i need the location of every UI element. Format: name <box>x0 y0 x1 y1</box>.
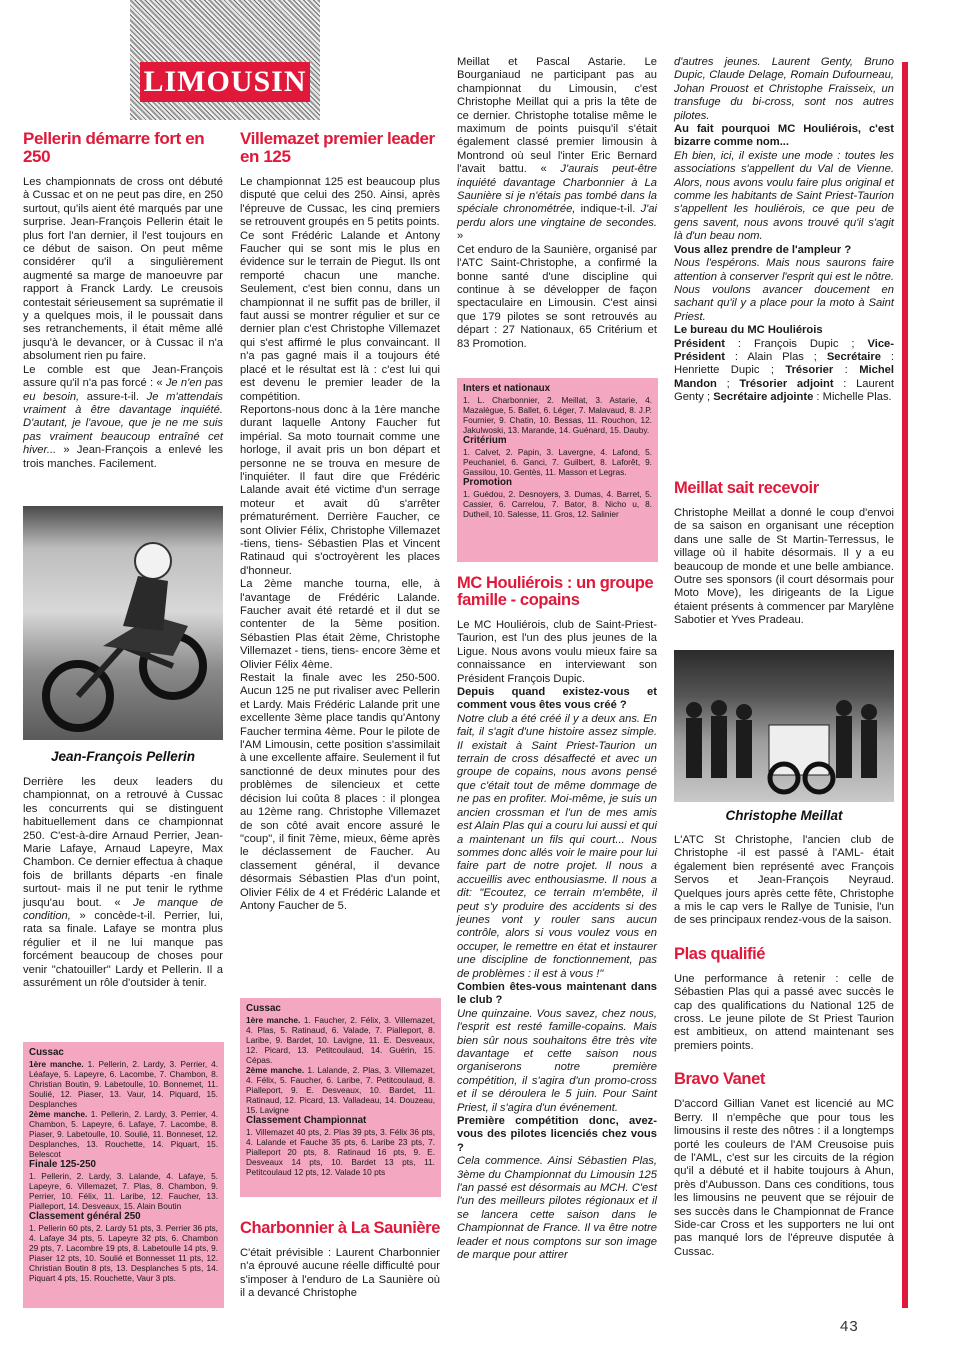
column-1 <box>23 130 223 471</box>
article-title-meillat: Meillat sait recevoir <box>674 479 819 497</box>
interview-answer: Notre club a été créé il y a deux ans. En fait, il s'agit d'une histoire assez simple. Il existait à Saint Priest-Taurion un terrain de cross désaffecté et avec un groupe de copains, nous avons pensé que c'était tout de même dommage de ne pas en profiter. Moi-même, je suis un ancien crossman et l'un de mes amis est Alain Plas qui a couru lui aussi et qui a maintenant un fils qui court... Nous sommes donc allés voir le maire pour lui faire part de notre projet. Il nous a accueillis avec enthousiasme. Il nous a dit: "Ecoutez, ce terrain m'embête, il peut s'y produire des accidents si des jeunes vont y rouler sans aucun contrôle, alors si vous voulez vous en occuper, le remettre en état et instaurer une discipline de fonctionnement, pas de problèmes : il est à vous !" <box>457 712 657 980</box>
column-2 <box>240 130 440 913</box>
article-paragraph: La 2ème manche tourna, elle, à l'avantage de Frédéric Lalande. Faucher avait été retardé et il dut se contenter de la 5ème position. Sébastien Plas était 2ème, Christophe Villemazet - tiens, tiens- encore 3ème et Olivier Félix 4ème. <box>240 578 440 671</box>
interview-question: Au fait pourquoi MC Houliérois, c'est bizarre comme nom... <box>674 123 894 149</box>
article-paragraph: Une performance à retenir : celle de Sébastien Plas qui a passé avec succès le cap des qualifications du National 125 de cross. Le jeune pilote de St Priest Taurion est ambitieux, on attend maintenant ses premiers points. <box>674 972 894 1052</box>
column-3 <box>457 56 657 351</box>
photo-caption-pellerin: Jean-François Pellerin <box>50 749 196 764</box>
article-paragraph: Les championnats de cross ont débuté à Cussac et on ne peut pas dire, en 250 surtout, qu'ils aient été marqués par une surprise. Jean-François Pellerin était le plus fort l'an dernier, il l'est toujours en ce début de saison. On peut même considérer qu'il a singulièrement augmenté sa marge de manoeuvre par rapport à Franck Lardy. Le creusois contestait sérieusement sa suprématie il y a quelques mois, il le poussait dans ses retranchements, il était même allé jusqu'à le devancer, or à Cussac il n'a absolument rien pu faire. <box>23 176 223 363</box>
article-paragraph: Christophe Meillat a donné le coup d'envoi de sa saison en organisant une réception dans une salle de St Martin-Terressus, le village où il habite désormais. Il y a eu beaucoup de monde et une belle ambiance. Outre ses sponsors (il court désormais pour Moto Move), les dirigeants de la Ligue étaient présents à commencer par Marylène Sabotier et Yves Pradeau. <box>674 507 894 627</box>
article-title-plas: Plas qualifié <box>674 944 766 963</box>
article-title-mc-houlierois: MC Houliérois : un groupe famille - copains <box>457 574 654 609</box>
column-4 <box>674 56 894 405</box>
interview-answer: d'autres jeunes. Laurent Genty, Bruno Dupic, Claude Delage, Romain Dufourneau, Johan Prouost et Christophe Fraisseix, un transfuge du bi-cross, sont nos autres pilotes. <box>674 56 894 122</box>
bureau-heading: Le bureau du MC Houliérois <box>674 324 823 337</box>
photo-caption-meillat: Christophe Meillat <box>725 808 843 823</box>
article-paragraph: Restait la finale avec les 250-500. Aucun 125 ne put rivaliser avec Pellerin et Lardy. Mais Frédéric Lalande prit une excellente 3ème place tandis qu'Antony Faucher termina 4ème. Pour le pilote de l'AM Limousin, cette position s'assimilait à une excellente affaire. Seulement il fut sanctionné de deux minutes pour des problèmes de silencieux et cette décision lui coûta 8 places : il plongea au 12ème rang. Christophe Villemazet de son côté avait encore assuré le "coup", il finit 7ème, mieux, 6ème après le déclassement de Faucher. Au classement général, il devance désormais Sébastien Plas d'un point, Olivier Félix de 4 et Frédéric Lalande et Antony Faucher de 5. <box>240 672 440 912</box>
header-banner <box>130 0 320 120</box>
interview-question: Combien êtes-vous maintenant dans le club ? <box>457 980 657 1007</box>
motorbike-icon <box>23 506 223 740</box>
group-photo-icon <box>674 650 894 802</box>
article-paragraph: Cet enduro de la Saunière, organisé par l'ATC Saint-Christophe, a confirmé la bonne santé d'une discipline qui continue à se développer de façon spectaculaire en Limousin. C'est ainsi que 179 pilotes se sont retrouvés au départ : 27 Nationaux, 65 Critérium et 83 Promotion. <box>457 243 657 350</box>
interview-question: Depuis quand existez-vous et comment vous êtes vous créé ? <box>457 686 657 712</box>
right-accent-bar <box>902 62 908 1308</box>
interview-question: Première compétition donc, avez-vous des pilotes licenciés chez vous ? <box>457 1115 657 1154</box>
page-number: 43 <box>840 1318 859 1335</box>
interview-answer: Cela commence. Ainsi Sébastien Plas, 3ème du Championnat du Limousin 125 l'an passé est désormais au MCH. C'est l'un des meilleurs pilotes régionaux et il se lancera cette saison dans le Championnat de France. Il va être notre leader et nous comptons sur son image de marque pour attirer <box>457 1155 657 1262</box>
photo-pellerin-motocross <box>23 506 223 740</box>
article-paragraph: Le MC Houliérois, club de Saint-Priest-Taurion, est l'un des plus jeunes de la Ligue. Nous avons voulu mieux faire sa connaissance en interviewant son Président François Dupic. <box>457 619 657 685</box>
interview-answer: Nous l'espérons. Mais nous saurons faire attention à conserver l'esprit qui est le nôtre. Nous voulons avancer doucement en sachant qu'il y a place pour la moto à Saint Priest. <box>674 257 894 323</box>
article-paragraph: Le comble est que Jean-François assure qu'il n'a pas forcé : « Je n'en pas eu besoin, assure-t-il. Je m'attendais vraiment à être davantage inquiété. D'autant, je l'avoue, que je ne me suis pas vraiment beaucoup entraîné cet hiver... » Jean-François a enlevé les trois manches. Facilement. <box>23 363 223 470</box>
column-2-lower <box>240 1220 440 1301</box>
article-title-charbonnier: Charbonnier à La Saunière <box>240 1219 440 1237</box>
interview-answer: Une quinzaine. Vous savez, chez nous, l'esprit est resté famille-copains. Mais bien sûr nous souhaitons être très vite davantage et cette saison nous organiserons notre première compétition, il s'agira d'un promo-cross et il se déroulera le 5 juin. Pour Saint Priest, il s'agira d'un événement. <box>457 1007 657 1114</box>
column-4-meillat <box>674 480 894 628</box>
results-box-250: Cussac 1ère manche. 1. Pellerin, 2. Lardy, 3. Perrier, 4. Léafaye, 5. Lapeyre, 6. Lacombe, 7. Chambon, 8. Christian Boutin, 9. Labetoulle, 10. Bonnemet, 11. Soulié, 12. Piaser, 13. Vaur, 14. Piquard, 15. Desplanches 2ème manche. 1. Pellerin, 2. Lardy, 3. Perrier, 4. Chambon, 5. Lapeyre, 6. Lafaye, 7. Lacombe, 8. Piaser, 9. Labetoulle, 10. Soulié, 11. Bonneset, 12. Desplanches, 13. Rouchette, 14. Piquart, 15. Belescot Finale 125-250 1. Pellerin, 2. Lardy, 3. Lalande, 4. Lafaye, 5. Lapeyre, 6. Villemazet, 7. Plas, 8. Chambon, 9. Perrier, 10. Félix, 11. Laribe, 12. Faucher, 13. Pialleport, 14. Desveaux, 15. Alain Boutin Classement général 250 1. Pellerin 60 pts, 2. Lardy 51 pts, 3. Perrier 36 pts, 4. Lafaye 34 pts, 5. Lapeyre 32 pts, 6. Chambon 29 pts, 7. Lacombre 19 pts, 8. Labetoulle 14 pts, 9. Piaser 12 pts, 10. Soulié et Bonnesset 11 pts, 12. Christian Boutin 8 pts, 13. Desplanches 5 pts, 14. Piquart 4 pts, 15. Rouchette, Vaur 3 pts. <box>23 1042 224 1308</box>
region-title: LIMOUSIN <box>140 62 310 102</box>
interview-question: Vous allez prendre de l'ampleur ? <box>674 243 852 256</box>
column-4-lower <box>674 834 894 1259</box>
interview-answer: Eh bien, ici, il existe une mode : toutes les associations s'appellent du Val de Vienne. Alors, nous avons voulu faire plus original et comme les habitants de Saint Priest-Taurion s'appellent les houliérois, ce que peu de gens savent, nous avons trouvé qu'il s'agit là d'un beau nom. <box>674 149 894 243</box>
column-3-lower <box>457 575 657 1263</box>
results-box-125: Cussac 1ère manche. 1. Faucher, 2. Félix, 3. Villemazet, 4. Plas, 5. Ratinaud, 6. Valade, 7. Pialleport, 8. Laribe, 9. Bardet, 10. Lavigne, 11. E. Desveaux, 12. Picard, 13. Petitcoulaud, 14. Guérin, 15. Cépas. 2ème manche. 1. Lalande, 2. Plas, 3. Villemazet, 4. Félix, 5. Faucher, 6. Laribe, 7. Petitcoulaud, 8. Pialleport, 9. E. Desveaux, 10. Bardet, 11. Ratinaud, 12. Picard, 13. Valladeau, 14. Douzeau, 15. Lavigne Classement Championnat 1. Villemazet 40 pts, 2. Plas 39 pts, 3. Félix 36 pts, 4. Lalande et Fauche 35 pts, 6. Laribe 23 pts, 7. Pialleport 20 pts, 8. Ratinaud 16 pts, 9. E. Desveaux 14 pts, 10. Bardet 13 pts, 11. Petitcoulaud 12 pts, 12. Valade 10 pts <box>240 998 441 1197</box>
column-1-lower <box>23 776 223 991</box>
results-box-enduro: Inters et nationaux 1. L. Charbonnier, 2. Meillat, 3. Astarie, 4. Mazalègue, 5. Ballet, 6. Léger, 7. Malavaud, 8. J.P. Fournier, 9. Chatin, 10. Bessas, 11. Rouchon, 12. Jakulwoski, 13. Marande, 14. Guénard, 15. Dauby. Critérium 1. Calvet, 2. Papin, 3. Lavergne, 4. Lafond, 5. Peuchaniel, 6. Ganci, 7. Guilbert, 8. Laforêt, 9. Gassilou, 10. Gentès, 11. Masson et Legras. Promotion 1. Guédou, 2. Desnoyers, 3. Dumas, 4. Barret, 5. Cassier, 6. Carrelou, 7. Bator, 8. Nicho u, 8. Dutheil, 10. Salesse, 11. Gros, 12. Salinier <box>457 378 658 562</box>
article-paragraph: Derrière les deux leaders du championnat, on a retrouvé à Cussac les concurrents qui se distinguent habituellement dans ce championnat 250. C'est-à-dire Arnaud Perrier, Jean-Marie Lafaye, Arnaud Lapeyre, Max Chambon. Ce dernier effectua à chaque fois de brillants départs -en finale surtout- mais il ne put tenir le rythme jusqu'au bout. « Je manque de condition, » concède-t-il. Perrier, lui, rata sa finale. Lafaye se montra plus régulier et il ne lui manque pas forcément beaucoup de choses pour venir "chatouiller" Lardy et Pellerin. Il a assurément un rôle d'outsider à tenir. <box>23 776 223 990</box>
article-paragraph: Reportons-nous donc à la 1ère manche durant laquelle Antony Faucher fut impérial. Sa moto tournait comme une horloge, il avait pris un bon départ et personne ne se trouva en mesure de l'inquiéter. Il faut dire que Frédéric Lalande avait été victime d'un serrage moteur et avait dû s'arrêter prématurément. Derrière Faucher, ce sont Olivier Félix, Christophe Villemazet -tiens, tiens- Sébastien Plas et Vincent Ratinaud qui s'octroyèrent les places d'honneur. <box>240 403 440 577</box>
article-paragraph: Le championnat 125 est beaucoup plus disputé que celui des 250. Ainsi, après l'épreuve de Cussac, les cinq premiers se retrouvent groupés en 5 petits points. <box>240 176 440 229</box>
article-title-vanet: Bravo Vanet <box>674 1070 765 1089</box>
article-title-villemazet: Villemazet premier leader en 125 <box>240 129 435 166</box>
bureau-list: Président : François Dupic ; Vice-Président : Alain Plas ; Secrétaire : Henriette Dupic ; Trésorier : Michel Mandon ; Trésorier adjoint : Laurent Genty ; Secrétaire adjointe : Michelle Plas. <box>674 337 895 404</box>
photo-meillat-reception <box>674 650 894 802</box>
article-paragraph: L'ATC St Christophe, l'ancien club de Christophe -il est passé à l'AML- était également bien représenté avec François Servos et Jean-François Neyraud. Quelques jours après cette fête, Christophe a mis le cap vers le Rallye de Tunisie, l'un de ses principaux rendez-vous de la saison. <box>674 834 894 927</box>
article-paragraph: Ce sont Frédéric Lalande et Antony Faucher qui se sont mis le plus en évidence sur le terrain de Piegut. Ils ont remporté chacun une manche. Seulement, c'est bien connu, dans un championnat il ne suffit pas de briller, il faut aussi se montrer régulier et sur ce dernier plan c'est Christophe Villemazet qui s'est affirmé le plus convaincant. Il n'a pas gagné mais il a toujours été placé et le résultat est là : c'est lui qui est devenu le premier leader de la compétition. <box>240 229 440 403</box>
article-paragraph: D'accord Gillian Vanet est licencié au MC Berry. Il n'empêche que pour tous les limousins il reste des nôtres : il a longtemps porté les couleurs de l'AM Creusoise puis de l'AML, c'est sur les circuits de la région qu'il a débuté et il habite toujours à Ahun, près d'Aubusson. Dans ces conditions, tous les limousins ne peuvent que se réjouir de ses succès dans le Championnat de France Side-car Cross et les supporters ne lui ont pas manqué lors de l'épreuve disputée à Cussac. <box>674 1098 894 1258</box>
article-paragraph: Meillat et Pascal Astarie. Le Bourganiaud ne participant pas au championnat du Limousin, c'est Christophe Meillat qui a pris la tête de ce dernier. Christophe totalise même le maximum de points puisqu'il s'était également classé premier limousin à Montrond où seul l'inter Eric Bernard l'avait battu. « J'aurais peut-être inquiété davantage Charbonnier à La Saunière si je n'étais pas tombé dans la spéciale chronométrée, indique-t-il. J'ai perdu alors une vingtaine de secondes. » <box>457 56 657 243</box>
article-paragraph: C'était prévisible : Laurent Charbonnier n'a éprouvé aucune réelle difficulté pour s'imposer à l'enduro de La Saunière où il a devancé Christophe <box>240 1247 440 1300</box>
article-title-pellerin: Pellerin démarre fort en 250 <box>23 129 205 166</box>
